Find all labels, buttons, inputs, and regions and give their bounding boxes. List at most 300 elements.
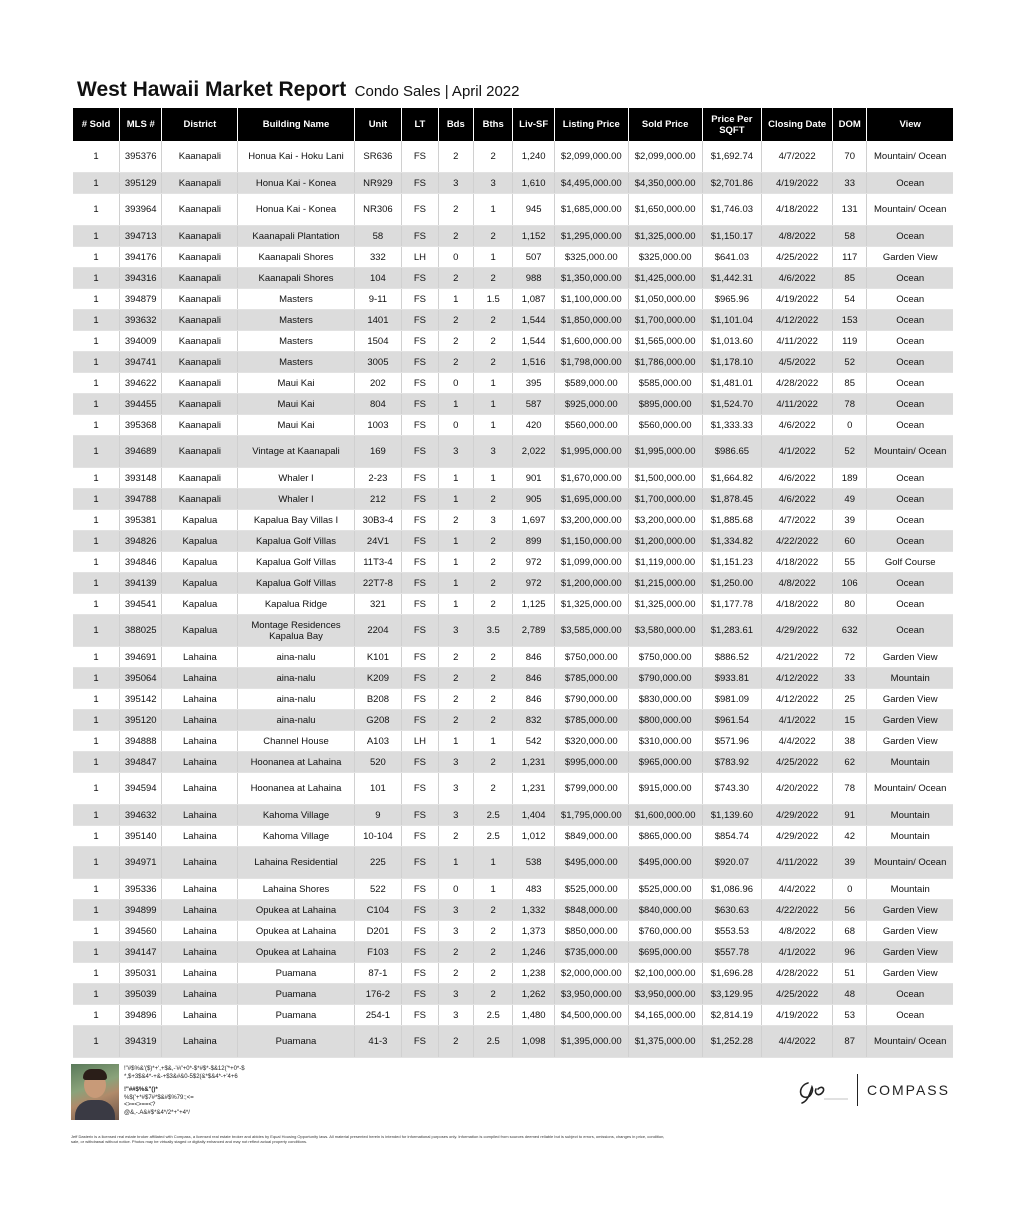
table-cell: 520 (354, 752, 402, 773)
table-row (73, 731, 953, 752)
table-cell: 0 (833, 415, 867, 436)
table-cell: 2 (473, 552, 512, 573)
table-cell: FS (402, 826, 438, 847)
table-row (73, 752, 953, 773)
table-cell: $1,013.60 (702, 331, 762, 352)
table-cell: 1 (438, 531, 473, 552)
table-row (73, 668, 953, 689)
table-cell: $4,165,000.00 (628, 1005, 702, 1026)
table-cell: 1 (438, 468, 473, 489)
table-cell: $3,580,000.00 (628, 615, 702, 647)
table-cell: 1 (473, 373, 512, 394)
table-cell: $1,395,000.00 (554, 1026, 628, 1058)
table-cell: Kaanapali (162, 289, 238, 310)
table-cell: Whaler I (238, 468, 354, 489)
table-cell: $1,178.10 (702, 352, 762, 373)
table-cell: 1 (73, 173, 120, 194)
table-cell: 632 (833, 615, 867, 647)
table-cell: 62 (833, 752, 867, 773)
table-cell: Ocean (867, 1005, 953, 1026)
table-cell: $3,950,000.00 (554, 984, 628, 1005)
table-cell: 395336 (120, 879, 162, 900)
table-cell: $1,119,000.00 (628, 552, 702, 573)
table-cell: 1,373 (513, 921, 554, 942)
table-cell: 395064 (120, 668, 162, 689)
table-cell: FS (402, 963, 438, 984)
table-cell: $849,000.00 (554, 826, 628, 847)
table-cell: 254-1 (354, 1005, 402, 1026)
table-cell: D201 (354, 921, 402, 942)
table-cell: 1 (73, 647, 120, 668)
table-cell: 1 (73, 942, 120, 963)
table-cell: 395142 (120, 689, 162, 710)
table-cell: 1.5 (473, 289, 512, 310)
table-cell: FS (402, 373, 438, 394)
table-cell: 394541 (120, 594, 162, 615)
table-cell: Lahaina (162, 689, 238, 710)
table-cell: Ocean (867, 984, 953, 1005)
table-cell: $783.92 (702, 752, 762, 773)
table-cell: Lahaina (162, 826, 238, 847)
table-cell: 0 (438, 415, 473, 436)
table-cell: 11T3-4 (354, 552, 402, 573)
table-cell: 54 (833, 289, 867, 310)
table-cell: 394319 (120, 1026, 162, 1058)
table-cell: 2 (438, 942, 473, 963)
table-cell: 394176 (120, 247, 162, 268)
table-cell: 1,152 (513, 226, 554, 247)
table-cell: Ocean (867, 594, 953, 615)
table-cell: 202 (354, 373, 402, 394)
table-cell: FS (402, 573, 438, 594)
table-cell: 483 (513, 879, 554, 900)
table-cell: 2 (438, 510, 473, 531)
table-cell: $743.30 (702, 773, 762, 805)
table-cell: 1 (438, 552, 473, 573)
table-cell: 2204 (354, 615, 402, 647)
table-row (73, 826, 953, 847)
table-cell: B208 (354, 689, 402, 710)
table-cell: 2 (473, 900, 512, 921)
table-cell: 846 (513, 668, 554, 689)
table-cell: 1 (73, 194, 120, 226)
column-header: Building Name (238, 108, 354, 141)
table-row (73, 510, 953, 531)
table-cell: Lahaina (162, 668, 238, 689)
table-cell: $1,798,000.00 (554, 352, 628, 373)
table-cell: $1,685,000.00 (554, 194, 628, 226)
table-cell: 48 (833, 984, 867, 1005)
table-cell: Mountain (867, 826, 953, 847)
table-cell: Garden View (867, 900, 953, 921)
table-cell: $2,099,000.00 (628, 141, 702, 173)
table-cell: $2,099,000.00 (554, 141, 628, 173)
table-cell: 2 (438, 963, 473, 984)
table-cell: 1 (73, 141, 120, 173)
table-cell: $525,000.00 (628, 879, 702, 900)
table-cell: 2.5 (473, 805, 512, 826)
table-cell: Ocean (867, 289, 953, 310)
table-cell: 2 (473, 773, 512, 805)
table-cell: $553.53 (702, 921, 762, 942)
table-row (73, 647, 953, 668)
table-cell: Maui Kai (238, 394, 354, 415)
table-cell: 394879 (120, 289, 162, 310)
table-cell: 176-2 (354, 984, 402, 1005)
condo-sales-table (73, 108, 953, 1058)
table-cell: $1,139.60 (702, 805, 762, 826)
table-cell: 58 (354, 226, 402, 247)
table-cell: Ocean (867, 615, 953, 647)
table-cell: FS (402, 984, 438, 1005)
table-cell: FS (402, 615, 438, 647)
table-cell: 1 (73, 710, 120, 731)
table-cell: 4/8/2022 (762, 573, 833, 594)
table-cell: 4/21/2022 (762, 647, 833, 668)
table-cell: 70 (833, 141, 867, 173)
table-cell: 394846 (120, 552, 162, 573)
table-cell: 394741 (120, 352, 162, 373)
table-cell: 2 (473, 226, 512, 247)
table-cell: $1,151.23 (702, 552, 762, 573)
table-cell: 394691 (120, 647, 162, 668)
table-cell: 972 (513, 573, 554, 594)
table-cell: $4,350,000.00 (628, 173, 702, 194)
table-cell: FS (402, 394, 438, 415)
report-title: West Hawaii Market Report (77, 78, 347, 101)
table-cell: 4/11/2022 (762, 394, 833, 415)
table-cell: 2 (473, 689, 512, 710)
table-cell: 1,544 (513, 331, 554, 352)
table-cell: 3 (438, 436, 473, 468)
table-cell: Mountain/ Ocean (867, 436, 953, 468)
table-cell: 3 (438, 984, 473, 1005)
table-cell: 1,516 (513, 352, 554, 373)
table-cell: 1 (438, 489, 473, 510)
table-cell: $895,000.00 (628, 394, 702, 415)
table-cell: Ocean (867, 531, 953, 552)
table-cell: 538 (513, 847, 554, 879)
table-cell: $1,250.00 (702, 573, 762, 594)
table-cell: Kaanapali (162, 194, 238, 226)
column-header: Bds (438, 108, 473, 141)
table-cell: $3,200,000.00 (628, 510, 702, 531)
table-cell: 1 (73, 668, 120, 689)
table-cell: 0 (438, 247, 473, 268)
table-cell: 1 (438, 594, 473, 615)
table-cell: $1,700,000.00 (628, 310, 702, 331)
table-cell: Lahaina (162, 963, 238, 984)
table-cell: 905 (513, 489, 554, 510)
table-cell: $1,150.17 (702, 226, 762, 247)
column-header: Price Per SQFT (702, 108, 762, 141)
table-cell: 1 (73, 594, 120, 615)
table-cell: Mountain/ Ocean (867, 847, 953, 879)
table-cell: FS (402, 1005, 438, 1026)
table-cell: Garden View (867, 247, 953, 268)
table-cell: FS (402, 942, 438, 963)
table-cell: $785,000.00 (554, 710, 628, 731)
table-cell: 2 (473, 942, 512, 963)
table-cell: aina-nalu (238, 647, 354, 668)
table-row (73, 331, 953, 352)
table-cell: 4/11/2022 (762, 331, 833, 352)
table-cell: Hoonanea at Lahaina (238, 752, 354, 773)
table-cell: 87-1 (354, 963, 402, 984)
table-cell: $2,814.19 (702, 1005, 762, 1026)
table-cell: $630.63 (702, 900, 762, 921)
table-cell: A103 (354, 731, 402, 752)
table-cell: $830,000.00 (628, 689, 702, 710)
table-cell: Garden View (867, 963, 953, 984)
table-cell: Kaanapali Shores (238, 268, 354, 289)
table-cell: $785,000.00 (554, 668, 628, 689)
table-cell: Kapalua (162, 510, 238, 531)
table-row (73, 310, 953, 331)
table-row (73, 226, 953, 247)
table-cell: 49 (833, 489, 867, 510)
table-cell: 1504 (354, 331, 402, 352)
table-cell: Lahaina (162, 900, 238, 921)
table-cell: $1,650,000.00 (628, 194, 702, 226)
table-cell: Lahaina (162, 647, 238, 668)
table-cell: 4/6/2022 (762, 268, 833, 289)
table-cell: 394147 (120, 942, 162, 963)
table-row (73, 984, 953, 1005)
table-cell: 394560 (120, 921, 162, 942)
table-cell: $760,000.00 (628, 921, 702, 942)
table-cell: 1 (73, 1026, 120, 1058)
table-cell: Ocean (867, 489, 953, 510)
table-cell: Masters (238, 289, 354, 310)
table-cell: 4/4/2022 (762, 1026, 833, 1058)
table-cell: FS (402, 531, 438, 552)
report-subtitle: Condo Sales | April 2022 (354, 83, 520, 100)
table-cell: 9 (354, 805, 402, 826)
table-cell: K101 (354, 647, 402, 668)
table-cell: 2 (473, 573, 512, 594)
table-row (73, 289, 953, 310)
table-cell: $735,000.00 (554, 942, 628, 963)
table-cell: 55 (833, 552, 867, 573)
table-cell: Mountain/ Ocean (867, 1026, 953, 1058)
table-cell: $1,995,000.00 (628, 436, 702, 468)
table-cell: 2 (473, 268, 512, 289)
table-cell: 4/29/2022 (762, 805, 833, 826)
table-cell: Maui Kai (238, 373, 354, 394)
table-cell: $848,000.00 (554, 900, 628, 921)
table-row (73, 773, 953, 805)
table-cell: $1,325,000.00 (628, 226, 702, 247)
table-cell: 393148 (120, 468, 162, 489)
table-cell: 1 (73, 963, 120, 984)
table-cell: 1,231 (513, 773, 554, 805)
table-cell: 42 (833, 826, 867, 847)
table-cell: 1 (73, 489, 120, 510)
table-cell: 395039 (120, 984, 162, 1005)
table-cell: FS (402, 1026, 438, 1058)
table-cell: 4/28/2022 (762, 373, 833, 394)
column-header: DOM (833, 108, 867, 141)
table-cell: 522 (354, 879, 402, 900)
table-row (73, 373, 953, 394)
column-header: # Sold (73, 108, 120, 141)
table-cell: FS (402, 141, 438, 173)
table-cell: Ocean (867, 331, 953, 352)
table-cell: 393632 (120, 310, 162, 331)
table-cell: LH (402, 731, 438, 752)
table-cell: 393964 (120, 194, 162, 226)
table-cell: 80 (833, 594, 867, 615)
table-cell: 4/6/2022 (762, 415, 833, 436)
table-cell: 394594 (120, 773, 162, 805)
column-header: Listing Price (554, 108, 628, 141)
table-cell: Mountain (867, 879, 953, 900)
table-cell: 78 (833, 394, 867, 415)
table-cell: Garden View (867, 710, 953, 731)
table-cell: $560,000.00 (628, 415, 702, 436)
table-cell: $1,600,000.00 (628, 805, 702, 826)
table-cell: 1,610 (513, 173, 554, 194)
table-cell: 225 (354, 847, 402, 879)
table-cell: Kaanapali (162, 468, 238, 489)
report-title-block (77, 78, 519, 102)
table-cell: 2 (473, 531, 512, 552)
table-cell: 10-104 (354, 826, 402, 847)
table-cell: 2 (438, 352, 473, 373)
table-cell: FS (402, 710, 438, 731)
table-cell: 394622 (120, 373, 162, 394)
table-cell: Puamana (238, 963, 354, 984)
table-cell: 4/29/2022 (762, 826, 833, 847)
table-cell: $1,100,000.00 (554, 289, 628, 310)
table-row (73, 847, 953, 879)
table-cell: Kaanapali (162, 268, 238, 289)
table-cell: 2 (438, 226, 473, 247)
table-cell: FS (402, 310, 438, 331)
table-cell: 4/7/2022 (762, 141, 833, 173)
table-cell: Puamana (238, 1026, 354, 1058)
table-cell: Kaanapali (162, 436, 238, 468)
table-cell: $933.81 (702, 668, 762, 689)
table-cell: 901 (513, 468, 554, 489)
table-cell: 4/18/2022 (762, 194, 833, 226)
table-cell: Kahoma Village (238, 826, 354, 847)
table-cell: Maui Kai (238, 415, 354, 436)
table-cell: Kapalua Golf Villas (238, 531, 354, 552)
table-cell: $995,000.00 (554, 752, 628, 773)
table-cell: 4/28/2022 (762, 963, 833, 984)
table-cell: 395381 (120, 510, 162, 531)
table-cell: $320,000.00 (554, 731, 628, 752)
table-cell: $310,000.00 (628, 731, 702, 752)
table-cell: 1 (73, 415, 120, 436)
table-row (73, 594, 953, 615)
table-cell: Masters (238, 310, 354, 331)
column-header: LT (402, 108, 438, 141)
table-cell: 212 (354, 489, 402, 510)
table-cell: Mountain (867, 668, 953, 689)
table-cell: 2-23 (354, 468, 402, 489)
table-cell: 1 (73, 689, 120, 710)
table-cell: Honua Kai - Hoku Lani (238, 141, 354, 173)
table-cell: Garden View (867, 942, 953, 963)
table-header-row (73, 108, 953, 141)
table-cell: Honua Kai - Konea (238, 173, 354, 194)
table-cell: 1003 (354, 415, 402, 436)
table-cell: Masters (238, 331, 354, 352)
table-cell: Kaanapali (162, 415, 238, 436)
table-cell: 117 (833, 247, 867, 268)
table-cell: FS (402, 847, 438, 879)
table-cell: Mountain/ Ocean (867, 773, 953, 805)
table-cell: $3,950,000.00 (628, 984, 702, 1005)
table-cell: 1 (473, 194, 512, 226)
table-cell: FS (402, 468, 438, 489)
table-cell: 1 (73, 394, 120, 415)
table-cell: 394689 (120, 436, 162, 468)
table-cell: 4/22/2022 (762, 900, 833, 921)
table-cell: Kaanapali (162, 310, 238, 331)
table-cell: $3,129.95 (702, 984, 762, 1005)
table-cell: 1 (73, 826, 120, 847)
table-cell: Kapalua (162, 573, 238, 594)
table-cell: 2 (473, 984, 512, 1005)
table-row (73, 436, 953, 468)
table-cell: 60 (833, 531, 867, 552)
table-cell: Ocean (867, 352, 953, 373)
table-cell: 1 (73, 573, 120, 594)
table-cell: Ocean (867, 394, 953, 415)
table-cell: SR636 (354, 141, 402, 173)
table-cell: 4/12/2022 (762, 689, 833, 710)
table-row (73, 552, 953, 573)
table-cell: G208 (354, 710, 402, 731)
table-cell: $920.07 (702, 847, 762, 879)
table-cell: 2 (438, 310, 473, 331)
table-cell: $915,000.00 (628, 773, 702, 805)
table-cell: $850,000.00 (554, 921, 628, 942)
table-row (73, 615, 953, 647)
table-cell: Lahaina (162, 921, 238, 942)
table-cell: FS (402, 647, 438, 668)
table-cell: $1,200,000.00 (628, 531, 702, 552)
table-cell: aina-nalu (238, 710, 354, 731)
table-cell: $1,995,000.00 (554, 436, 628, 468)
table-cell: 1 (73, 373, 120, 394)
table-cell: Kaanapali Shores (238, 247, 354, 268)
table-cell: 4/25/2022 (762, 984, 833, 1005)
table-cell: 1 (473, 394, 512, 415)
table-cell: 394826 (120, 531, 162, 552)
table-cell: $1,696.28 (702, 963, 762, 984)
table-cell: $1,600,000.00 (554, 331, 628, 352)
table-cell: 1,012 (513, 826, 554, 847)
table-cell: Montage Residences Kapalua Bay (238, 615, 354, 647)
table-cell: $695,000.00 (628, 942, 702, 963)
table-cell: Lahaina (162, 1005, 238, 1026)
table-cell: $1,695,000.00 (554, 489, 628, 510)
table-cell: FS (402, 668, 438, 689)
table-cell: 3 (438, 752, 473, 773)
table-cell: 394139 (120, 573, 162, 594)
table-cell: $1,692.74 (702, 141, 762, 173)
table-cell: 1,240 (513, 141, 554, 173)
column-header: Unit (354, 108, 402, 141)
table-cell: K209 (354, 668, 402, 689)
table-cell: $325,000.00 (628, 247, 702, 268)
table-cell: 394009 (120, 331, 162, 352)
